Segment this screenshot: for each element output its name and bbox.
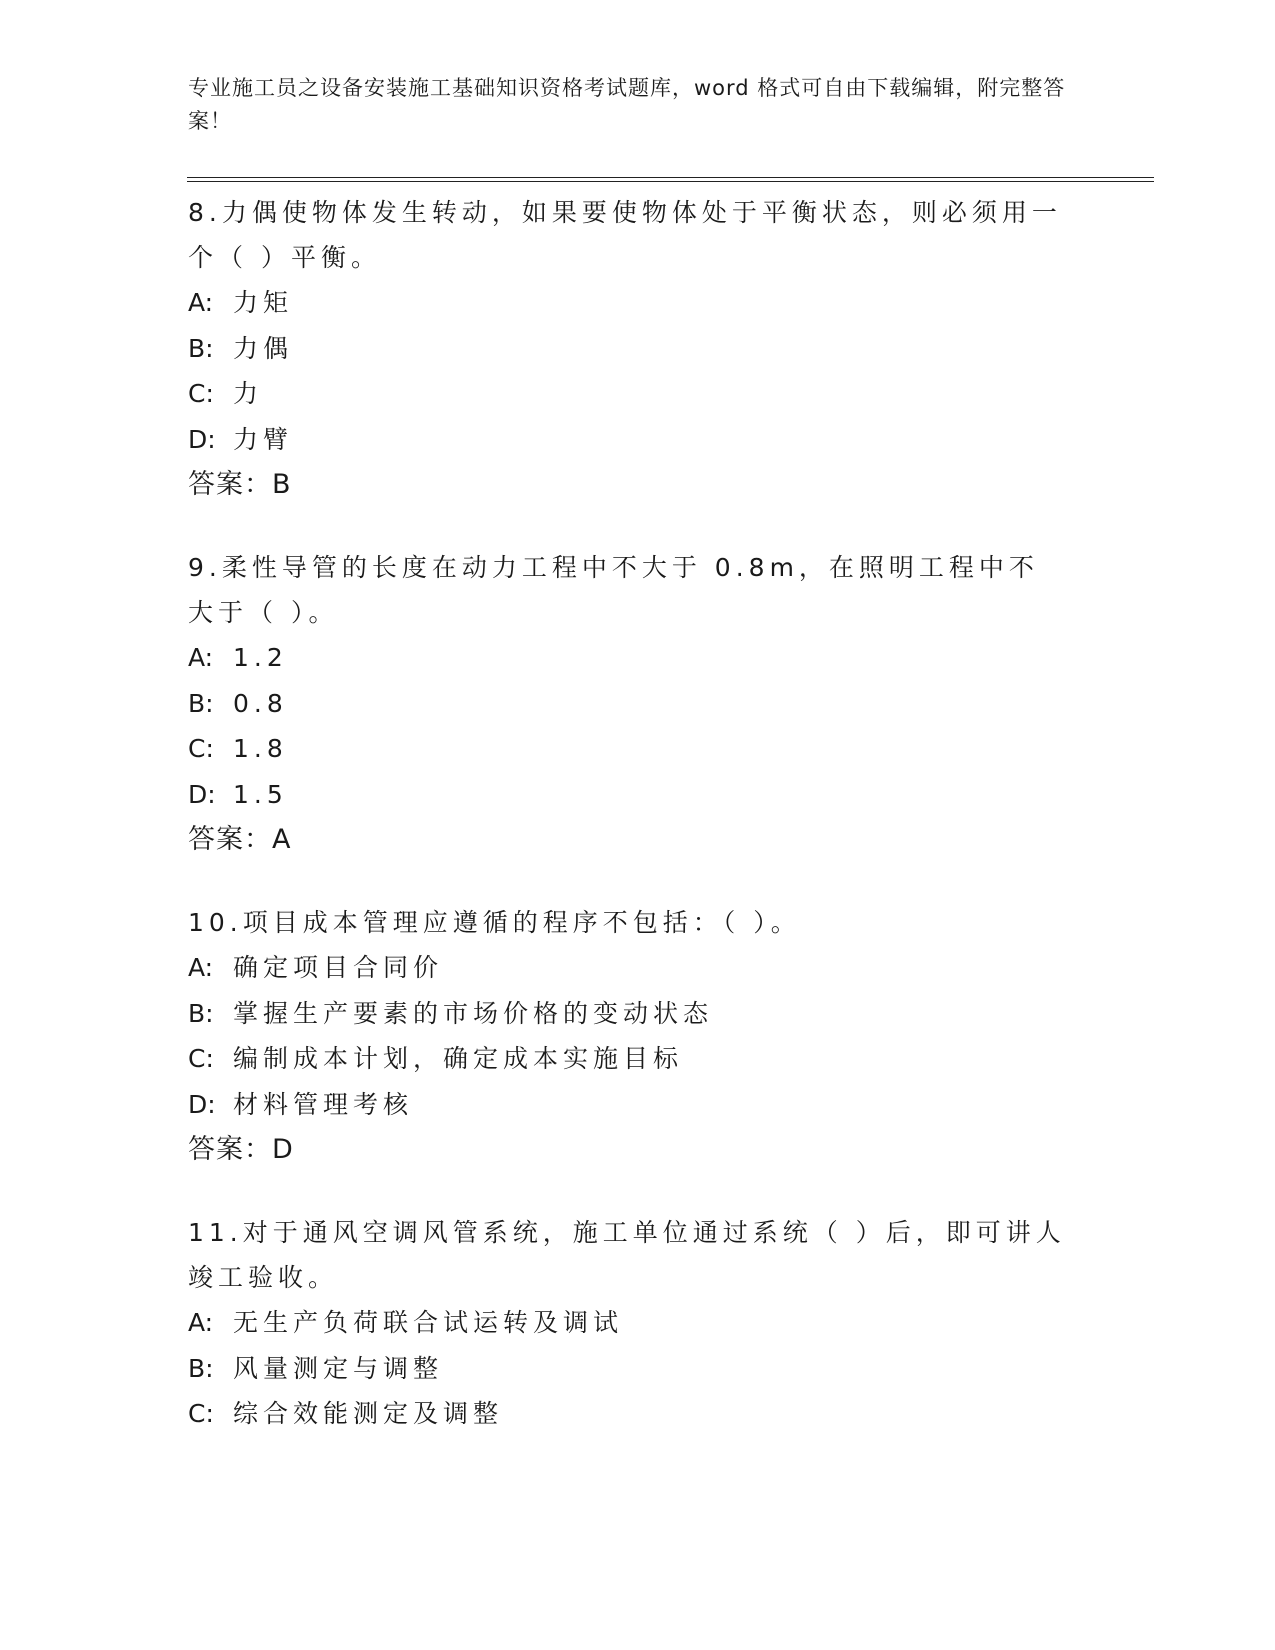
answer-label: 答案：	[188, 824, 272, 855]
option-d	[188, 1082, 1068, 1128]
header-divider	[187, 177, 1154, 182]
option-key: D:	[188, 1089, 216, 1119]
answer-value: A	[272, 824, 292, 855]
option-a	[188, 945, 1068, 991]
option-text: 1.8	[233, 734, 288, 763]
document-header: 专业施工员之设备安装施工基础知识资格考试题库，word 格式可自由下载编辑，附完整答案！	[188, 76, 1066, 133]
question-item	[188, 190, 1068, 507]
answer-value: D	[272, 1134, 294, 1165]
option-c	[188, 1036, 1068, 1082]
option-text: 1.2	[233, 643, 288, 672]
answer-value: B	[272, 469, 292, 500]
option-d	[188, 417, 1068, 463]
answer-label: 答案：	[188, 469, 272, 500]
option-key: C:	[188, 734, 214, 763]
option-text: 力偶	[233, 333, 294, 363]
question-text: 柔性导管的长度在动力工程中不大于 0.8m，在照明工程中不大于（ ）。	[188, 553, 1039, 627]
option-key: B:	[188, 1353, 214, 1383]
question-item	[188, 545, 1068, 862]
option-text: 材料管理考核	[233, 1089, 414, 1119]
question-number: 11.	[188, 1218, 243, 1247]
option-text: 力臂	[233, 424, 294, 454]
option-key: A:	[188, 953, 214, 982]
question-list	[188, 190, 1068, 1475]
option-c	[188, 371, 1068, 417]
option-key: D:	[188, 424, 216, 454]
question-text: 项目成本管理应遵循的程序不包括：（ ）。	[242, 908, 801, 937]
answer-line	[188, 462, 1068, 507]
question-number: 8.	[188, 198, 222, 227]
option-c	[188, 1391, 1068, 1437]
question-stem	[188, 900, 1068, 945]
option-text: 无生产负荷联合试运转及调试	[233, 1308, 624, 1337]
answer-line	[188, 1127, 1068, 1172]
option-key: B:	[188, 998, 214, 1028]
option-c	[188, 726, 1068, 772]
option-d	[188, 772, 1068, 818]
option-text: 编制成本计划，确定成本实施目标	[233, 1044, 684, 1073]
option-text: 0.8	[233, 688, 288, 718]
option-key: C:	[188, 1044, 214, 1073]
answer-label: 答案：	[188, 1134, 272, 1165]
option-b	[188, 991, 1068, 1037]
option-text: 力矩	[233, 288, 294, 317]
option-text: 1.5	[233, 779, 288, 809]
option-text: 力	[233, 379, 264, 408]
option-b	[188, 326, 1068, 372]
option-text: 综合效能测定及调整	[233, 1399, 504, 1428]
option-key: B:	[188, 333, 214, 363]
option-key: C:	[188, 1399, 214, 1428]
question-number: 10.	[188, 908, 243, 937]
option-a	[188, 1300, 1068, 1346]
question-item	[188, 900, 1068, 1172]
option-b	[188, 681, 1068, 727]
option-a	[188, 280, 1068, 326]
question-number: 9.	[188, 553, 222, 582]
option-key: B:	[188, 688, 214, 718]
option-key: C:	[188, 379, 214, 408]
question-stem	[188, 545, 1068, 635]
question-stem	[188, 1210, 1068, 1300]
option-key: A:	[188, 288, 214, 317]
option-a	[188, 635, 1068, 681]
option-b	[188, 1346, 1068, 1392]
option-key: D:	[188, 779, 216, 809]
answer-line	[188, 817, 1068, 862]
question-text: 对于通风空调风管系统，施工单位通过系统（ ）后，即可讲人竣工验收。	[188, 1218, 1066, 1292]
option-key: A:	[188, 643, 214, 672]
option-key: A:	[188, 1308, 214, 1337]
option-text: 掌握生产要素的市场价格的变动状态	[233, 998, 714, 1028]
question-text: 力偶使物体发生转动，如果要使物体处于平衡状态，则必须用一个（ ）平衡。	[188, 198, 1062, 272]
option-text: 确定项目合同价	[233, 953, 444, 982]
option-text: 风量测定与调整	[233, 1353, 444, 1383]
question-stem	[188, 190, 1068, 280]
question-item	[188, 1210, 1068, 1437]
